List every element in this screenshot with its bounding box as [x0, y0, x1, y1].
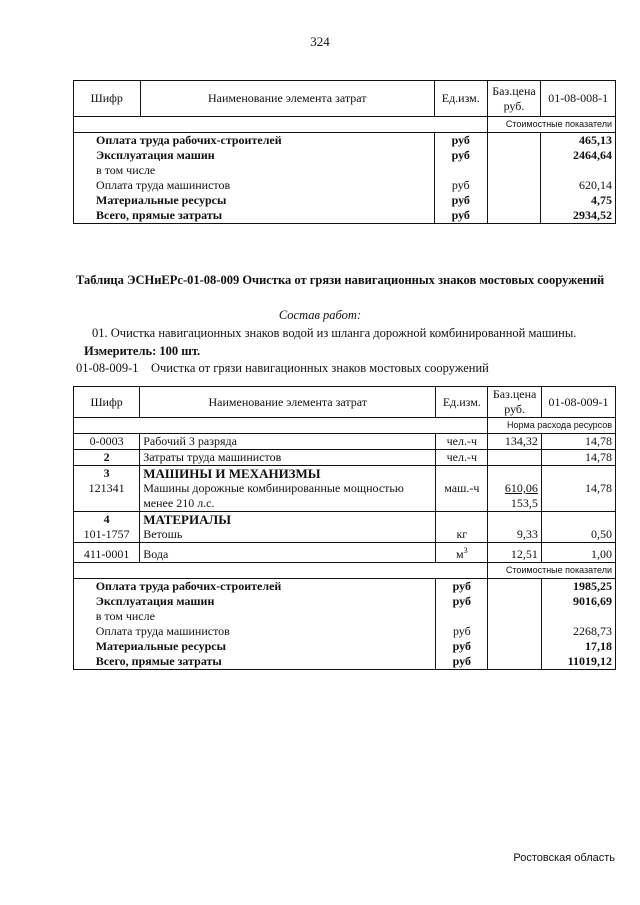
table-header-row [74, 387, 616, 418]
resource-unit: чел.-ч [436, 434, 488, 450]
resource-code: 2 [74, 450, 140, 466]
cost-row [74, 178, 616, 193]
cost-row [74, 639, 616, 654]
cost-value: 2934,52 [541, 208, 616, 224]
header-code: Шифр [74, 387, 140, 418]
cost-unit: руб [436, 639, 488, 654]
resource-name: Ветошь [140, 527, 436, 543]
norm-label-row [74, 418, 616, 434]
cost-name: Материальные ресурсы [96, 193, 390, 208]
resource-price: 134,32 [488, 434, 542, 450]
resource-value: 14,78 [541, 481, 615, 512]
cost-price [488, 579, 542, 595]
cost-row [74, 148, 616, 163]
cost-price [488, 624, 542, 639]
cost-row [74, 133, 616, 149]
cost-value: 620,14 [541, 178, 616, 193]
cost-price [487, 193, 541, 208]
cost-value: 2464,64 [541, 148, 616, 163]
resource-name: Машины дорожные комбинированные мощностью менее 210 л.с. [140, 481, 436, 512]
section-label-row [74, 563, 616, 579]
resource-name: Затраты труда машинистов [140, 450, 436, 466]
cost-value: 9016,69 [541, 594, 615, 609]
resource-name: Вода [140, 543, 436, 563]
cost-value: 1985,25 [541, 579, 615, 595]
cost-value: 2268,73 [541, 624, 615, 639]
cost-price [487, 178, 541, 193]
cost-price [487, 163, 541, 178]
resource-row [74, 543, 616, 563]
cost-row [74, 163, 616, 178]
header-name: Наименование элемента затрат [140, 387, 436, 418]
page-number: 324 [310, 34, 330, 49]
header-code: Шифр [74, 81, 141, 117]
cost-price [487, 133, 541, 149]
group-row [74, 466, 616, 482]
resource-code: 0-0003 [74, 434, 140, 450]
cost-price [488, 639, 542, 654]
cost-unit: руб [436, 594, 488, 609]
code-line: 01-08-009-1 Очистка от грязи навигационных знаков мостовых сооружений [76, 361, 489, 375]
header-base-price: Баз.цена руб. [488, 387, 542, 418]
cost-name: Эксплуатация машин [96, 148, 390, 163]
cost-row [74, 208, 616, 224]
cost-unit: руб [436, 624, 488, 639]
cost-unit: руб [434, 178, 487, 193]
cost-name: Оплата труда рабочих-строителей [96, 579, 392, 595]
resource-row [74, 450, 616, 466]
cost-row [74, 594, 616, 609]
measure: Измеритель: 100 шт. [84, 344, 201, 358]
cost-name: Эксплуатация машин [96, 594, 392, 609]
section-label: Стоимостные показатели [487, 117, 615, 133]
cost-value [541, 609, 615, 624]
cost-name: Оплата труда машинистов [96, 178, 390, 193]
resource-row [74, 527, 616, 543]
section-label-row [74, 117, 616, 133]
cost-unit: руб [436, 579, 488, 595]
resource-code: 101-1757 [74, 527, 140, 543]
norm-label: Норма расхода ресурсов [488, 418, 616, 434]
cost-unit: руб [434, 193, 487, 208]
cost-unit: руб [434, 133, 487, 149]
resource-row [74, 481, 616, 512]
resource-unit: маш.-ч [436, 481, 488, 512]
resource-unit: $м^3$ [436, 543, 488, 563]
header-rate-code: 01-08-008-1 [541, 81, 616, 117]
header-unit: Ед.изм. [436, 387, 488, 418]
cost-table-01-08-008 [73, 80, 616, 224]
group-name: МАШИНЫ И МЕХАНИЗМЫ [140, 466, 436, 482]
cost-value [541, 163, 616, 178]
cost-price [488, 609, 542, 624]
cost-name: Оплата труда рабочих-строителей [96, 133, 390, 149]
work-heading: Состав работ: [278, 308, 362, 322]
resource-name: Рабочий 3 разряда [140, 434, 436, 450]
cost-price [488, 654, 542, 670]
group-code: 4 [74, 512, 140, 528]
cost-value: 465,13 [541, 133, 616, 149]
work-step: 01. Очистка навигационных знаков водой из шланга дорожной комбинированной машины. [92, 326, 577, 340]
cost-unit [436, 609, 488, 624]
header-name: Наименование элемента затрат [140, 81, 434, 117]
cost-row [74, 193, 616, 208]
cost-row [74, 654, 616, 670]
cost-name: Материальные ресурсы [96, 639, 392, 654]
resource-value: 0,50 [541, 527, 615, 543]
group-row [74, 512, 616, 528]
resource-value: 14,78 [541, 434, 615, 450]
resource-value: 1,00 [541, 543, 615, 563]
cost-row [74, 624, 616, 639]
resource-price: 9,33 [488, 527, 542, 543]
resource-value: 14,78 [541, 450, 615, 466]
cost-name: Всего, прямые затраты [96, 208, 390, 224]
section-label: Стоимостные показатели [488, 563, 616, 579]
header-unit: Ед.изм. [434, 81, 487, 117]
table-header-row [74, 81, 616, 117]
table-title: Таблица ЭСНиЕРс-01-08-009 Очистка от грязи навигационных знаков мостовых сооружений [76, 273, 605, 287]
resource-code: 411-0001 [74, 543, 140, 563]
resource-row [74, 434, 616, 450]
cost-price [487, 148, 541, 163]
group-name: МАТЕРИАЛЫ [140, 512, 436, 528]
cost-value: 4,75 [541, 193, 616, 208]
cost-unit: руб [434, 148, 487, 163]
group-code: 3 [74, 466, 140, 482]
cost-unit: руб [436, 654, 488, 670]
cost-name: Всего, прямые затраты [96, 654, 392, 670]
resource-unit: кг [436, 527, 488, 543]
cost-unit [434, 163, 487, 178]
resource-price: 610,06 153,5 [488, 481, 542, 512]
footer-region: Ростовская область [513, 852, 615, 864]
cost-name: Оплата труда машинистов [96, 624, 392, 639]
cost-price [487, 208, 541, 224]
cost-price [488, 594, 542, 609]
header-base-price: Баз.цена руб. [487, 81, 541, 117]
cost-name: в том числе [96, 163, 390, 178]
resource-code: 121341 [74, 481, 140, 512]
cost-value: 11019,12 [541, 654, 615, 670]
resource-unit: чел.-ч [436, 450, 488, 466]
cost-row [74, 609, 616, 624]
resource-table-01-08-009 [73, 386, 616, 670]
cost-row [74, 579, 616, 595]
cost-name: в том числе [96, 609, 392, 624]
cost-value: 17,18 [541, 639, 615, 654]
cost-unit: руб [434, 208, 487, 224]
header-rate-code: 01-08-009-1 [541, 387, 615, 418]
resource-price: 12,51 [488, 543, 542, 563]
